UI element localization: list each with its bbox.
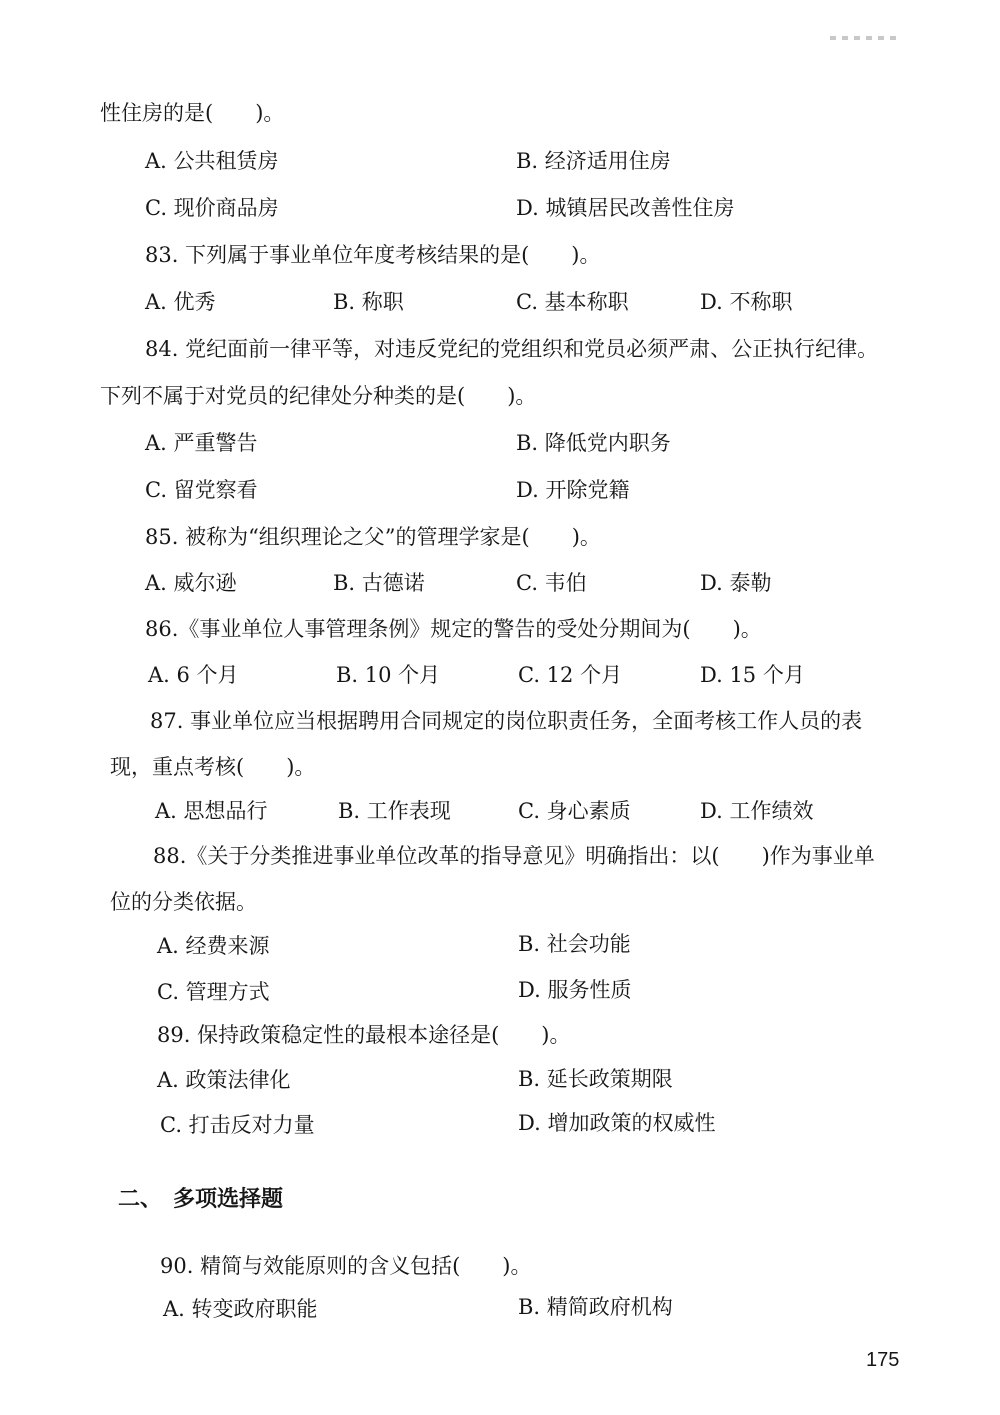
- q85-option-b: B. 古德诺: [333, 571, 425, 595]
- q88-option-d: D. 服务性质: [518, 978, 632, 1002]
- q86-option-c: C. 12 个月: [518, 663, 623, 687]
- q89-option-c: C. 打击反对力量: [160, 1113, 315, 1137]
- q87-option-b: B. 工作表现: [338, 799, 451, 823]
- q84-stem-line2: 下列不属于对党员的纪律处分种类的是( )。: [100, 384, 537, 408]
- q84-option-c: C. 留党察看: [145, 478, 258, 502]
- q85-stem: 85. 被称为“组织理论之父”的管理学家是( )。: [145, 525, 601, 549]
- q86-option-a: A. 6 个月: [148, 663, 239, 687]
- section-title-multiple-choice: 二、 多项选择题: [118, 1187, 284, 1212]
- q84-option-b: B. 降低党内职务: [516, 431, 671, 455]
- q84-option-a: A. 严重警告: [145, 431, 258, 455]
- q82-option-a: A. 公共租赁房: [145, 149, 279, 173]
- q89-option-a: A. 政策法律化: [157, 1068, 291, 1092]
- q88-option-a: A. 经费来源: [157, 934, 270, 958]
- q83-option-d: D. 不称职: [700, 290, 793, 314]
- q89-option-d: D. 增加政策的权威性: [518, 1111, 716, 1135]
- scan-artifact: [830, 36, 900, 40]
- q82-stem: 性住房的是( )。: [100, 101, 285, 125]
- q84-stem-line1: 84. 党纪面前一律平等，对违反党纪的党组织和党员必须严肃、公正执行纪律。: [145, 337, 879, 361]
- q88-option-c: C. 管理方式: [157, 980, 270, 1004]
- q82-option-b: B. 经济适用住房: [516, 149, 671, 173]
- q82-option-c: C. 现价商品房: [145, 196, 279, 220]
- q82-option-d: D. 城镇居民改善性住房: [516, 196, 735, 220]
- q87-option-c: C. 身心素质: [518, 799, 631, 823]
- q87-option-a: A. 思想品行: [155, 799, 268, 823]
- q83-option-a: A. 优秀: [145, 290, 216, 314]
- q83-option-b: B. 称职: [333, 290, 404, 314]
- q86-option-b: B. 10 个月: [336, 663, 441, 687]
- q87-stem-line1: 87. 事业单位应当根据聘用合同规定的岗位职责任务，全面考核工作人员的表: [150, 709, 863, 733]
- q89-stem: 89. 保持政策稳定性的最根本途径是( )。: [157, 1023, 571, 1047]
- q86-option-d: D. 15 个月: [700, 663, 805, 687]
- q87-option-d: D. 工作绩效: [700, 799, 814, 823]
- q85-option-c: C. 韦伯: [516, 571, 587, 595]
- q83-stem: 83. 下列属于事业单位年度考核结果的是( )。: [145, 243, 601, 267]
- q90-option-a: A. 转变政府职能: [163, 1297, 318, 1321]
- page-number: 175: [866, 1349, 900, 1371]
- q90-stem: 90. 精简与效能原则的含义包括( )。: [160, 1254, 532, 1278]
- q90-option-b: B. 精简政府机构: [518, 1295, 673, 1319]
- q85-option-d: D. 泰勒: [700, 571, 772, 595]
- q88-option-b: B. 社会功能: [518, 932, 631, 956]
- q86-stem: 86.《事业单位人事管理条例》规定的警告的受处分期间为( )。: [145, 617, 762, 641]
- q88-stem-line1: 88.《关于分类推进事业单位改革的指导意见》明确指出：以( )作为事业单: [153, 844, 875, 868]
- q85-option-a: A. 威尔逊: [145, 571, 237, 595]
- q89-option-b: B. 延长政策期限: [518, 1067, 673, 1091]
- q88-stem-line2: 位的分类依据。: [110, 890, 257, 914]
- q84-option-d: D. 开除党籍: [516, 478, 630, 502]
- q83-option-c: C. 基本称职: [516, 290, 629, 314]
- q87-stem-line2: 现，重点考核( )。: [110, 755, 316, 779]
